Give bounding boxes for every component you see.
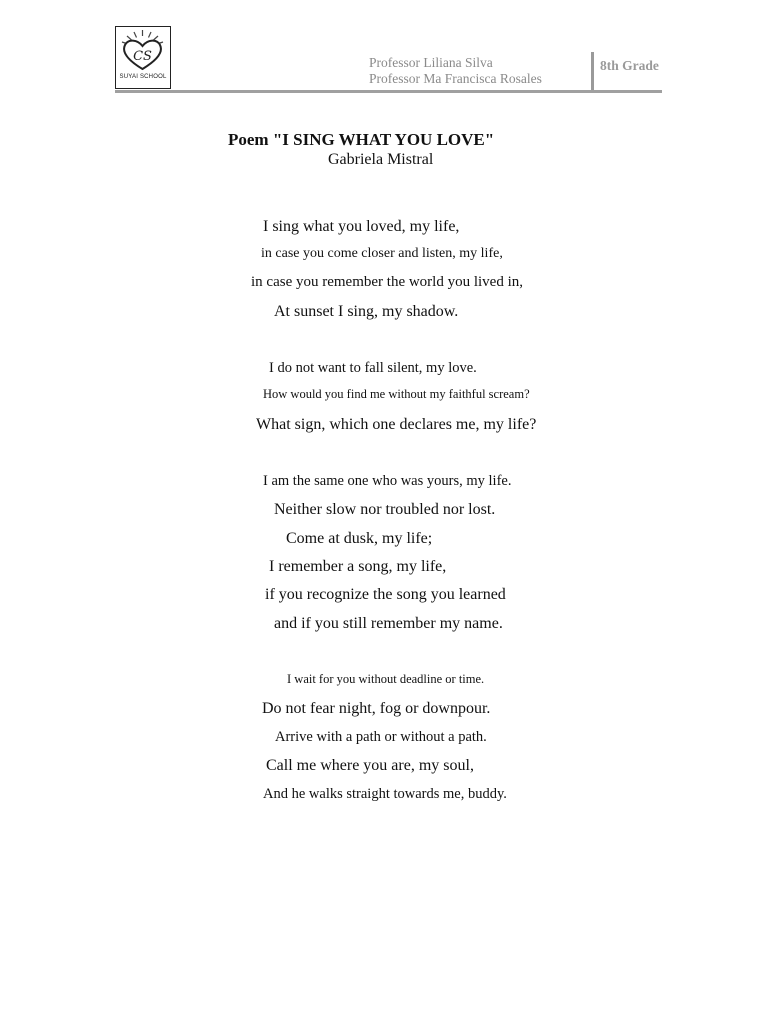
header-rule — [115, 90, 662, 93]
poem-line: I am the same one who was yours, my life. — [263, 473, 512, 489]
poem-author: Gabriela Mistral — [328, 151, 434, 168]
poem-line: How would you find me without my faithful scream? — [263, 387, 530, 401]
poem-line: I remember a song, my life, — [269, 558, 447, 575]
professor-2: Professor Ma Francisca Rosales — [369, 71, 542, 86]
poem-line: in case you remember the world you lived in, — [251, 274, 524, 290]
poem-line: I do not want to fall silent, my love. — [269, 360, 477, 376]
poem-line: I sing what you loved, my life, — [263, 218, 460, 235]
poem-line: What sign, which one declares me, my life? — [256, 416, 537, 433]
poem-line: Come at dusk, my life; — [286, 530, 433, 547]
logo-text: SUYAI SCHOOL — [119, 74, 167, 80]
poem-line: Neither slow nor troubled nor lost. — [274, 501, 496, 518]
poem-line: Do not fear night, fog or downpour. — [262, 700, 491, 717]
heart-logo-icon — [116, 27, 169, 73]
poem-line: and if you still remember my name. — [274, 615, 503, 632]
poem-line: At sunset I sing, my shadow. — [274, 303, 459, 320]
professors-block — [369, 55, 542, 87]
svg-text:CS: CS — [133, 49, 152, 64]
poem-line: I wait for you without deadline or time. — [287, 672, 485, 686]
poem-line: Call me where you are, my soul, — [266, 757, 474, 774]
poem-line: And he walks straight towards me, buddy. — [263, 786, 507, 802]
professor-1: Professor Liliana Silva — [369, 55, 493, 70]
poem-title: Poem "I SING WHAT YOU LOVE" — [228, 130, 495, 149]
grade-divider — [591, 52, 594, 92]
school-logo — [115, 26, 171, 89]
poem-line: in case you come closer and listen, my life, — [261, 246, 503, 261]
poem-line: if you recognize the song you learned — [265, 586, 506, 603]
grade-label: 8th Grade — [600, 58, 659, 73]
poem-line: Arrive with a path or without a path. — [275, 729, 487, 745]
